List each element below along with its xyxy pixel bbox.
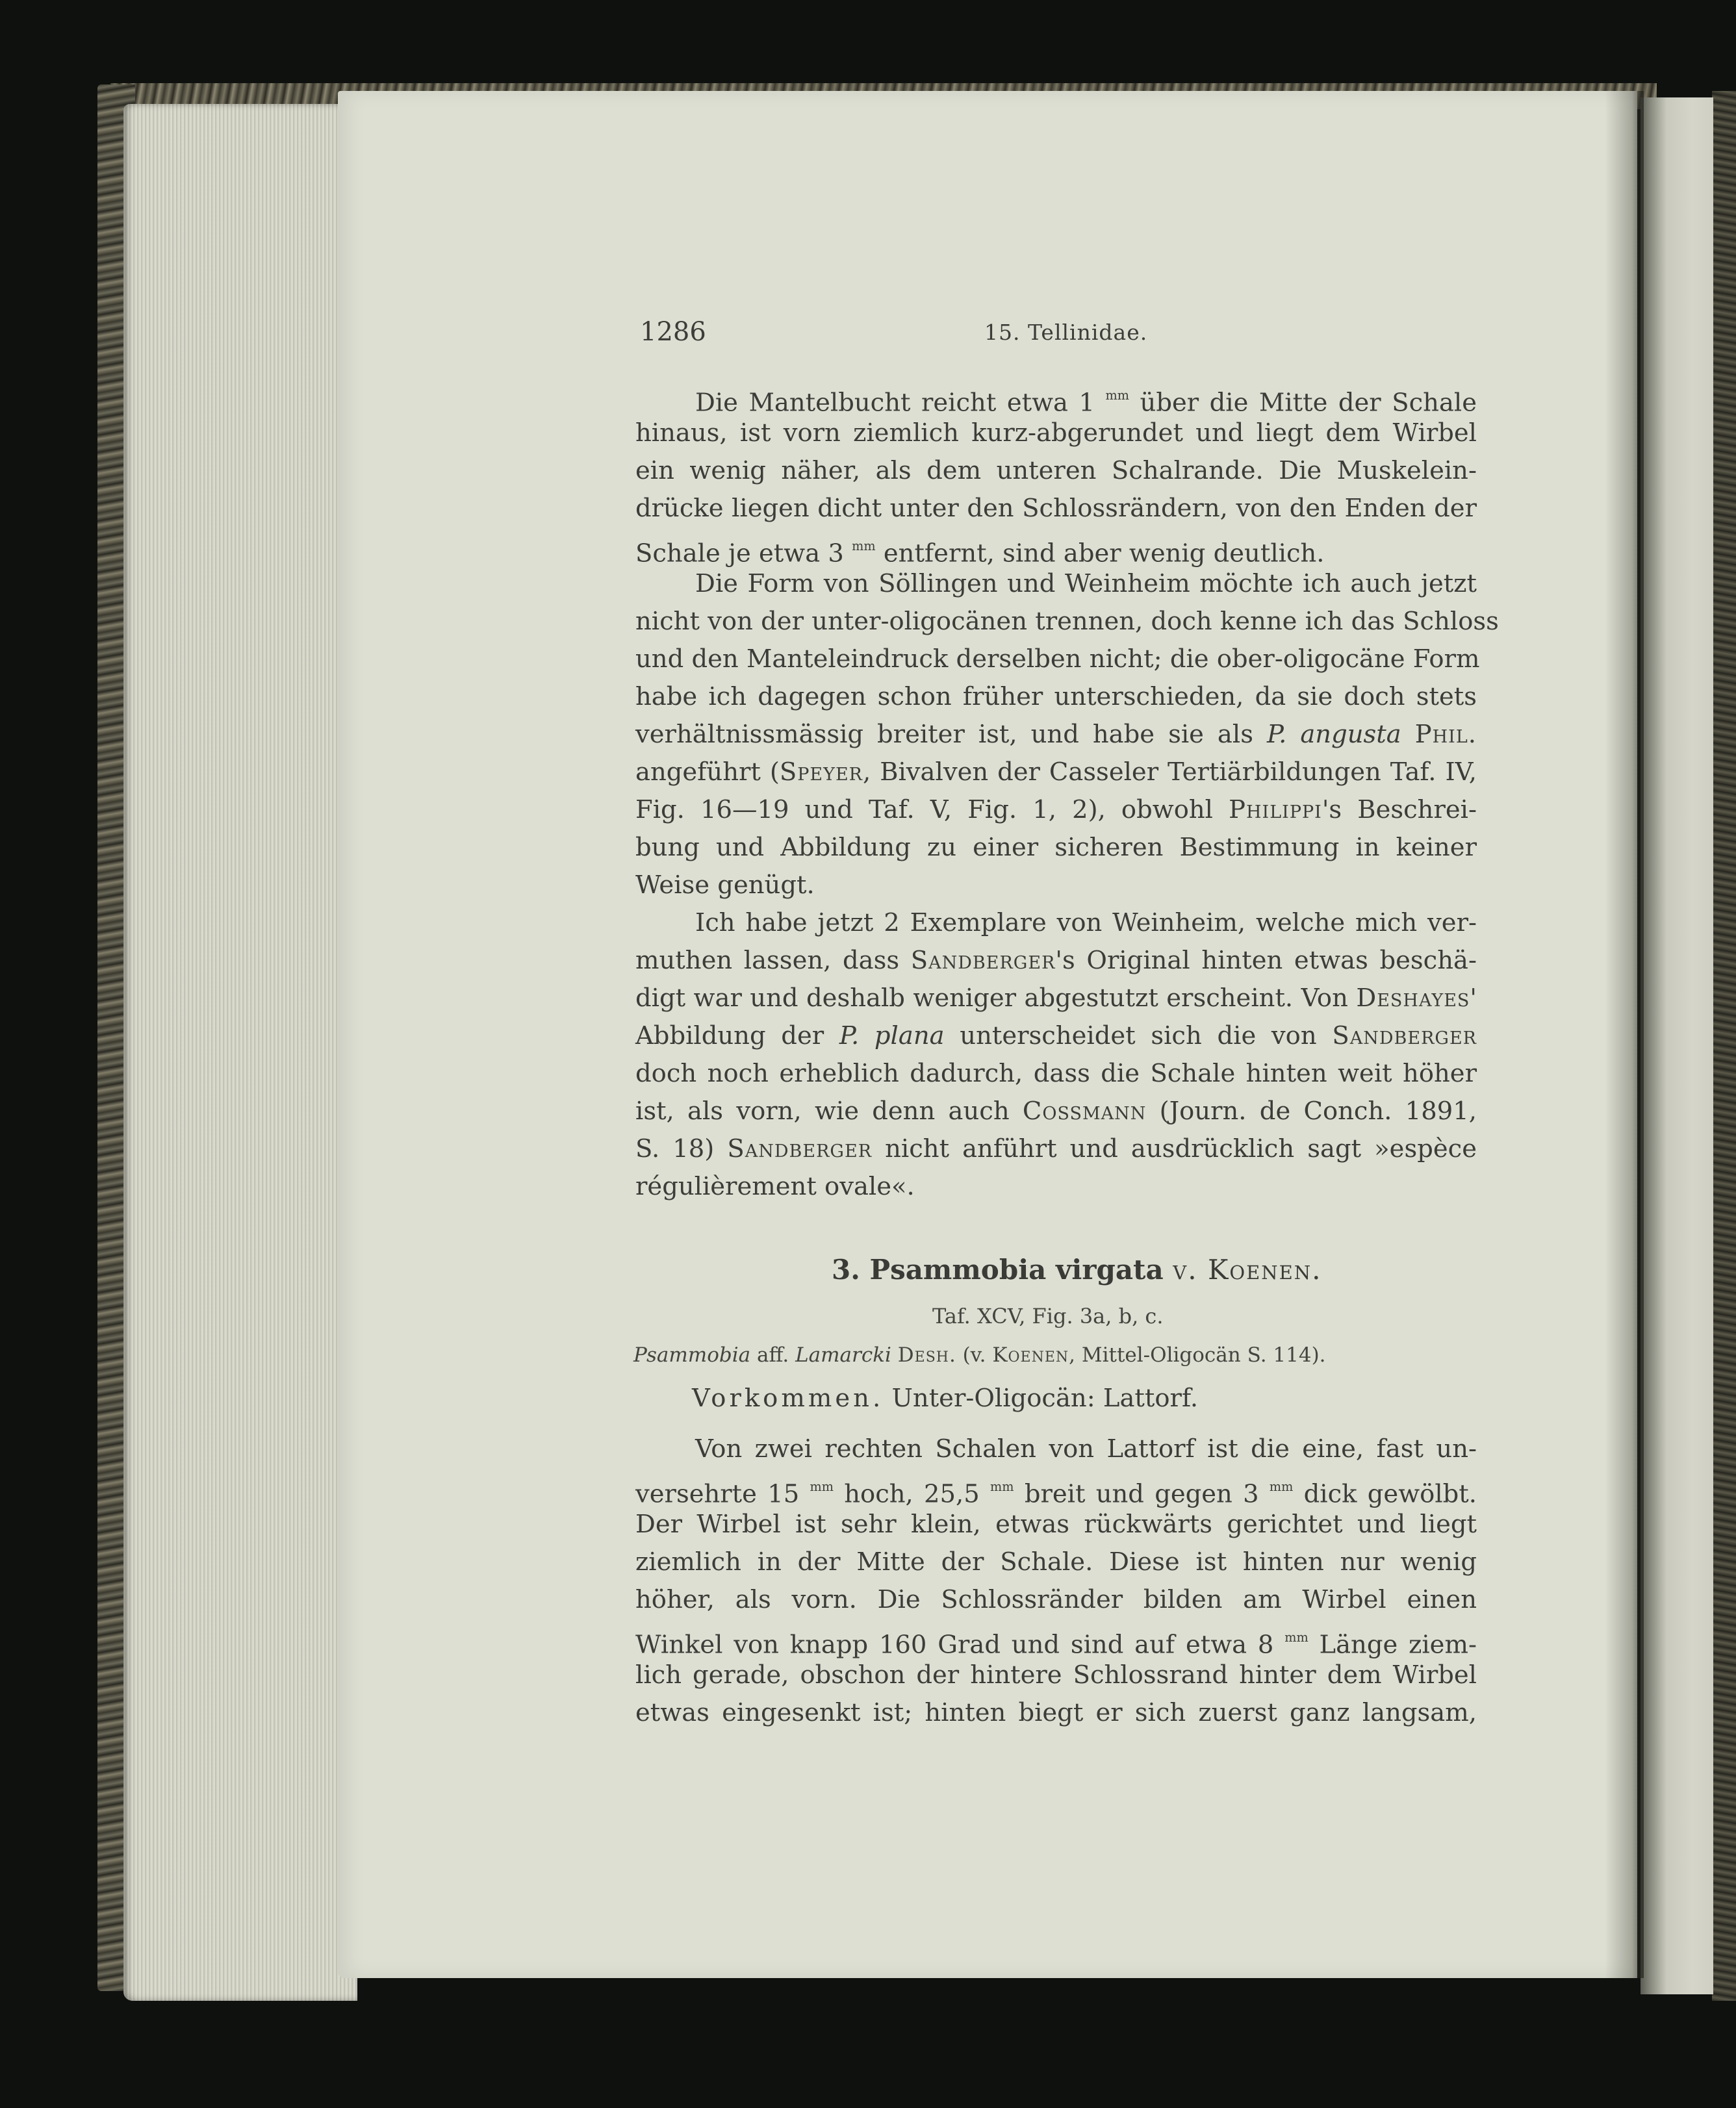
text-line: habe ich dagegen schon früher unterschieden, da sie doch stets <box>635 682 1477 711</box>
text-line: und den Manteleindruck derselben nicht; die ober-oligocäne Form <box>635 644 1480 674</box>
species-name: Psammobia virgata <box>869 1254 1164 1286</box>
text-line: ziemlich in der Mitte der Schale. Diese ist hinten nur wenig <box>635 1547 1477 1577</box>
species-author: v. Koenen. <box>1173 1254 1322 1286</box>
text-line: doch noch erheblich dadurch, dass die Schale hinten weit höher <box>635 1059 1477 1088</box>
text-line: Ich habe jetzt 2 Exemplare von Weinheim, welche mich ver- <box>695 908 1477 937</box>
text-line: ein wenig näher, als dem unteren Schalrande. Die Muskelein- <box>635 456 1477 485</box>
plate-reference: Taf. XCV, Fig. 3a, b, c. <box>932 1304 1164 1328</box>
occurrence-line <box>692 1384 1198 1413</box>
text-line: Winkel von knapp 160 Grad und sind auf etwa 8 $^{mm}$ Länge ziem- <box>635 1630 1477 1660</box>
synonym-line: Psammobia aff. Lamarcki Desh. (v. Koenen, Mittel-Oligocän S. 114). <box>633 1343 1326 1367</box>
text-line: lich gerade, obschon der hintere Schlossrand hinter dem Wirbel <box>635 1660 1477 1690</box>
text-line: Von zwei rechten Schalen von Lattorf ist die eine, fast un- <box>695 1434 1477 1464</box>
text-line: ist, als vorn, wie denn auch Cossmann (Journ. de Conch. 1891, <box>635 1097 1477 1126</box>
running-title: 15. Tellinidae. <box>984 320 1148 345</box>
occurrence-text: Unter-Oligocän: Lattorf. <box>891 1384 1199 1413</box>
section-number: 3. <box>832 1254 860 1286</box>
text-line: versehrte 15 $^{mm}$ hoch, 25,5 $^{mm}$ breit und gegen 3 $^{mm}$ dick gewölbt. <box>635 1479 1477 1509</box>
occurrence-label: Vorkommen. <box>692 1384 884 1413</box>
text-line: Die Form von Söllingen und Weinheim möchte ich auch jetzt <box>695 569 1477 598</box>
text-line: Abbildung der P. plana unterscheidet sich die von Sandberger <box>635 1021 1477 1050</box>
text-line: Fig. 16—19 und Taf. V, Fig. 1, 2), obwohl Philippi's Beschrei- <box>635 795 1477 824</box>
text-line: höher, als vorn. Die Schlossränder bilden am Wirbel einen <box>635 1585 1477 1614</box>
page-stack-edge <box>123 104 357 2001</box>
text-line: Weise genügt. <box>635 870 815 900</box>
book-cover-right-edge <box>1712 91 1736 2001</box>
text-line: bung und Abbildung zu einer sicheren Bestimmung in keiner <box>635 833 1477 862</box>
text-line: verhältnissmässig breiter ist, und habe sie als P. angusta Phil. <box>635 720 1477 749</box>
page-number: 1286 <box>640 317 706 347</box>
species-heading <box>832 1254 1322 1286</box>
text-line: hinaus, ist vorn ziemlich kurz-abgerundet und liegt dem Wirbel <box>635 418 1477 448</box>
text-line: Der Wirbel ist sehr klein, etwas rückwärts gerichtet und liegt <box>635 1510 1477 1539</box>
page-gutter-shadow <box>1605 91 1644 1978</box>
text-line: drücke liegen dicht unter den Schlossrändern, von den Enden der <box>635 494 1477 523</box>
text-line: nicht von der unter-oligocänen trennen, doch kenne ich das Schloss <box>635 607 1499 636</box>
text-line: Die Mantelbucht reicht etwa 1 $^{mm}$ über die Mitte der Schale <box>695 388 1477 418</box>
text-line: Schale je etwa 3 $^{mm}$ entfernt, sind aber wenig deutlich. <box>635 539 1325 568</box>
text-line: etwas eingesenkt ist; hinten biegt er sich zuerst ganz langsam, <box>635 1698 1477 1727</box>
text-line: S. 18) Sandberger nicht anführt und ausdrücklich sagt »espèce <box>635 1134 1477 1163</box>
text-line: régulièrement ovale«. <box>635 1172 915 1201</box>
text-line: angeführt (Speyer, Bivalven der Casseler Tertiärbildungen Taf. IV, <box>635 757 1477 787</box>
text-line: muthen lassen, dass Sandberger's Original hinten etwas beschä- <box>635 946 1477 975</box>
facing-page-edge <box>1640 97 1713 1994</box>
text-line: digt war und deshalb weniger abgestutzt erscheint. Von Deshayes' <box>635 984 1477 1013</box>
